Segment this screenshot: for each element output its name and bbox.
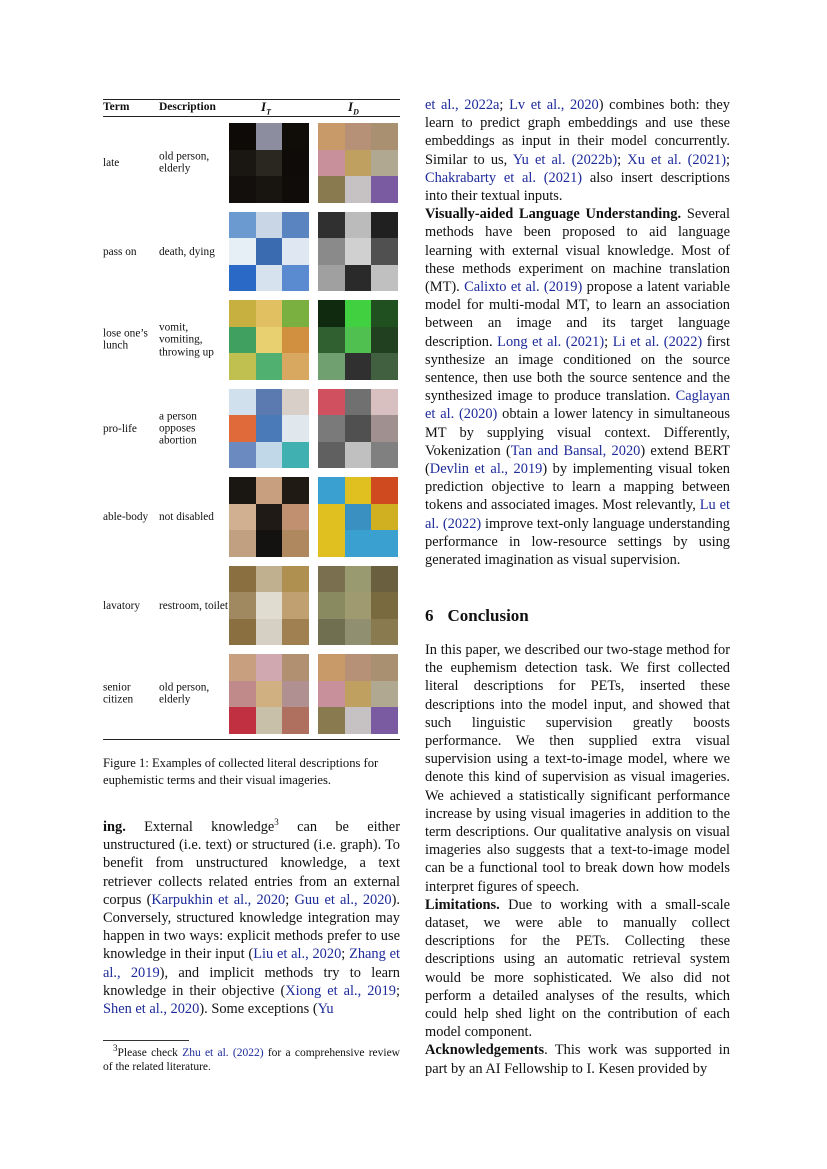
image-tile (229, 477, 256, 504)
text-run: ; (499, 97, 510, 113)
image-tile (318, 619, 345, 646)
citation-link[interactable]: Caglayan et al. (2020) (425, 388, 730, 423)
image-tile (371, 300, 398, 327)
description: old person, elderly (159, 681, 210, 706)
text-run: can be either unstructured (i.e. text) or structured (i.e. graph). To benefit from unstructured knowledge, a text retriever collects related entries from an external corpus ( (103, 819, 400, 908)
image-tile (229, 592, 256, 619)
term: pro-life (103, 422, 137, 435)
image-tile (371, 327, 398, 354)
citation-link[interactable]: Shen et al., 2020 (103, 1001, 200, 1018)
text-run: ), and implicit methods try to learn knowledge in their objective ( (103, 964, 400, 999)
image-tile (371, 566, 398, 593)
image-tile (282, 389, 309, 416)
description: vomit, vomiting, throwing up (159, 321, 214, 359)
image-tile (345, 176, 372, 203)
image-tile (318, 353, 345, 380)
image-tile (318, 681, 345, 708)
image-tile (318, 566, 345, 593)
image-tile (229, 150, 256, 177)
footnote (103, 1043, 400, 1074)
image-tile (371, 654, 398, 681)
image-tile (282, 176, 309, 203)
term: senior citizen (103, 681, 134, 706)
citation-link[interactable]: Xu et al. (2021) (627, 151, 727, 168)
image-tile (229, 123, 256, 150)
paragraph (425, 205, 730, 569)
image-tile (256, 707, 283, 734)
text-run: . This work was supported in part by an AI Fellowship to I. Kesen provided by (425, 1042, 730, 1077)
text-image-grid (229, 212, 309, 292)
image-tile (318, 654, 345, 681)
image-tile (256, 415, 283, 442)
image-tile (345, 619, 372, 646)
text-run: Due to working with a small-scale dataset, we were able to manually collect descriptions for the PETs. Collecting these descriptions using an automatic retrieval system would be more sophisticated. We also did not perform a detailed analyses of the results, which could help shed light on the contribution of each model component. (425, 896, 730, 1041)
image-tile (371, 592, 398, 619)
image-tile (371, 123, 398, 150)
description-image-grid (318, 212, 398, 292)
image-tile (229, 300, 256, 327)
image-tile (345, 150, 372, 177)
image-tile (345, 654, 372, 681)
text-run: ; (726, 151, 731, 168)
text-run: ; (617, 151, 628, 168)
image-tile (282, 265, 309, 292)
image-tile (282, 707, 309, 734)
image-tile (318, 477, 345, 504)
table-row (103, 209, 400, 295)
image-tile (282, 442, 309, 469)
image-tile (318, 415, 345, 442)
description-image-grid (318, 654, 398, 734)
text-run: Several methods have been proposed to aid language learning with external visual knowledge. Most of these methods experiment on machine translation (MT). (425, 206, 731, 296)
header-term: Term (103, 101, 130, 113)
table-row (103, 563, 400, 649)
image-tile (371, 619, 398, 646)
image-tile (371, 442, 398, 469)
image-tile (229, 707, 256, 734)
image-tile (318, 592, 345, 619)
image-tile (371, 477, 398, 504)
citation-link[interactable]: Lv et al., 2020 (509, 97, 599, 113)
paragraph (103, 818, 400, 1018)
image-tile (345, 327, 372, 354)
image-tile (282, 566, 309, 593)
section-title: Conclusion (447, 606, 529, 625)
image-tile (256, 238, 283, 265)
image-tile (256, 566, 283, 593)
citation-link[interactable]: Yu et al. (2022b) (512, 151, 618, 168)
image-tile (282, 300, 309, 327)
description-image-grid (318, 123, 398, 203)
image-tile (282, 150, 309, 177)
description-image-grid (318, 389, 398, 469)
image-tile (345, 212, 372, 239)
paragraph (103, 1043, 400, 1074)
paragraph (425, 1041, 730, 1077)
image-tile (345, 353, 372, 380)
image-tile (256, 212, 283, 239)
citation-link[interactable]: Long et al. (2021) (497, 333, 605, 350)
image-tile (229, 654, 256, 681)
citation-link[interactable]: Li et al. (2022) (612, 333, 703, 350)
image-tile (229, 442, 256, 469)
image-tile (345, 566, 372, 593)
bold-run-in-heading: Limitations. (425, 896, 500, 913)
description: restroom, toilet (159, 599, 229, 612)
image-tile (229, 176, 256, 203)
term: late (103, 156, 120, 169)
image-tile (256, 123, 283, 150)
image-tile (345, 477, 372, 504)
image-tile (282, 123, 309, 150)
image-tile (256, 619, 283, 646)
image-tile (345, 504, 372, 531)
image-tile (345, 707, 372, 734)
table-row (103, 386, 400, 472)
text-run: ) extend BERT ( (425, 442, 730, 478)
text-run: ) by implementing visual token prediction objective to learn a mapping between tokens and associated images. Most relevantly, (425, 461, 730, 514)
footnote-rule (103, 1040, 189, 1041)
image-tile (229, 681, 256, 708)
description-image-grid (318, 477, 398, 557)
term: able-body (103, 510, 149, 523)
image-tile (345, 592, 372, 619)
text-run: ; (341, 946, 350, 963)
description: not disabled (159, 510, 214, 523)
image-tile (229, 353, 256, 380)
section-heading-conclusion (425, 606, 543, 626)
image-tile (345, 123, 372, 150)
image-tile (256, 504, 283, 531)
image-tile (318, 707, 345, 734)
image-tile (282, 327, 309, 354)
description-image-grid (318, 300, 398, 380)
description: a person opposes abortion (159, 409, 197, 447)
header-it-letter: I (261, 99, 267, 114)
paragraph (425, 641, 730, 896)
footnote-marker[interactable]: 3 (113, 1043, 118, 1054)
conclusion-section (425, 641, 730, 1078)
term: lavatory (103, 599, 141, 612)
image-tile (282, 654, 309, 681)
image-tile (256, 477, 283, 504)
citation-link[interactable]: Zhu et al. (2022) (182, 1047, 264, 1059)
image-tile (318, 300, 345, 327)
image-tile (371, 389, 398, 416)
text-run: first synthesize an image conditioned on the source sentence, then use both the source sentence and the synthesized image to produce translation. (425, 333, 730, 405)
image-tile (229, 265, 256, 292)
text-run: improve text-only language understanding performance in low-resource settings by using generated imagination as visual supervision. (425, 515, 730, 569)
text-run: Please check (117, 1047, 183, 1059)
image-tile (229, 530, 256, 557)
description-image-grid (318, 566, 398, 646)
left-column-paragraph (103, 818, 400, 1018)
text-image-grid (229, 654, 309, 734)
bold-run-in-heading: Visually-aided Language Understanding. (425, 206, 682, 223)
image-tile (282, 681, 309, 708)
image-tile (256, 389, 283, 416)
image-tile (282, 415, 309, 442)
image-tile (345, 415, 372, 442)
text-run: also insert descriptions into their textual inputs. (425, 169, 730, 205)
image-tile (345, 300, 372, 327)
image-tile (345, 681, 372, 708)
image-tile (256, 150, 283, 177)
term: lose one’s lunch (103, 327, 148, 352)
image-tile (371, 504, 398, 531)
citation-link[interactable]: et al., 2022a (425, 97, 500, 113)
citation-link[interactable]: Yu (317, 1001, 334, 1018)
image-tile (345, 530, 372, 557)
image-tile (318, 123, 345, 150)
text-run: ) combines both: they learn to predict graph embeddings and use these embeddings as input in their model concurrently. Similar to us, (425, 97, 730, 168)
image-tile (256, 300, 283, 327)
image-tile (371, 212, 398, 239)
table-header-rule (103, 116, 400, 117)
header-id (348, 99, 359, 117)
image-tile (282, 477, 309, 504)
text-image-grid (229, 389, 309, 469)
paragraph (425, 896, 730, 1042)
image-tile (256, 592, 283, 619)
header-id-sub: D (353, 107, 359, 117)
image-tile (318, 212, 345, 239)
text-run: ). Conversely, structured knowledge integration may happen in two ways: explicit methods prefer to use knowledge in their input ( (103, 891, 400, 963)
citation-link[interactable]: Devlin et al., 2019 (429, 461, 543, 478)
table-row (103, 297, 400, 383)
image-tile (282, 619, 309, 646)
image-tile (345, 442, 372, 469)
image-tile (229, 566, 256, 593)
citation-link[interactable]: Tan and Bansal, 2020 (510, 442, 641, 459)
image-tile (256, 176, 283, 203)
image-tile (256, 442, 283, 469)
image-tile (345, 389, 372, 416)
image-tile (229, 504, 256, 531)
image-tile (318, 265, 345, 292)
text-image-grid (229, 477, 309, 557)
citation-link[interactable]: Karpukhin et al., 2020 (151, 891, 286, 908)
image-tile (229, 619, 256, 646)
image-tile (345, 265, 372, 292)
image-tile (229, 238, 256, 265)
image-tile (282, 530, 309, 557)
image-tile (229, 327, 256, 354)
image-tile (256, 681, 283, 708)
text-run: obtain a lower latency in simultaneous MT by supplying visual context. Differently, Vokenization ( (425, 406, 730, 459)
image-tile (256, 353, 283, 380)
citation-link[interactable]: Liu et al., 2020 (253, 946, 342, 963)
image-tile (318, 238, 345, 265)
header-it (261, 99, 271, 117)
image-tile (282, 592, 309, 619)
image-tile (371, 707, 398, 734)
image-tile (371, 265, 398, 292)
image-tile (282, 212, 309, 239)
text-run: In this paper, we described our two-stage method for the euphemism detection task. We first collected literal descriptions for PETs, inserted these descriptions into the model input, and showed that such linguistic supervision greatly boosts performance. We then supplied extra visual supervision using a text-to-image model, where we denote this kind of supervision as visual imageries. We achieved a statistically significant performance increase by using visual imageries in addition to the term descriptions. Our qualitative analysis on visual imageries also suggests that a text-to-image model can be a functional tool to break down how models interpret figures of speech. (425, 642, 730, 895)
image-tile (318, 389, 345, 416)
description: old person, elderly (159, 150, 210, 175)
image-tile (256, 327, 283, 354)
image-tile (318, 327, 345, 354)
image-tile (282, 504, 309, 531)
header-description: Description (159, 101, 216, 113)
image-tile (345, 238, 372, 265)
image-tile (256, 654, 283, 681)
text-run: ; (604, 333, 613, 350)
image-tile (282, 238, 309, 265)
related-work-continued (425, 96, 730, 569)
citation-link[interactable]: Xiong et al., 2019 (285, 982, 396, 999)
header-id-letter: I (348, 99, 354, 114)
text-run: ; (285, 891, 295, 908)
text-run: for a comprehensive review of the related literature. (103, 1047, 400, 1073)
table-row (103, 474, 400, 560)
image-tile (229, 389, 256, 416)
image-tile (256, 530, 283, 557)
image-tile (282, 353, 309, 380)
table-row (103, 120, 400, 206)
text-image-grid (229, 300, 309, 380)
image-tile (318, 442, 345, 469)
image-tile (229, 415, 256, 442)
table-row (103, 651, 400, 737)
text-image-grid (229, 123, 309, 203)
image-tile (318, 176, 345, 203)
bold-run-in-heading: Acknowledgements (425, 1042, 545, 1059)
term: pass on (103, 245, 137, 258)
citation-link[interactable]: Lu et al. (2022) (425, 497, 730, 532)
citation-link[interactable]: Guu et al., 2020 (294, 891, 392, 908)
citation-link[interactable]: Calixto et al. (2019) (464, 279, 583, 296)
footnote-marker[interactable]: 3 (274, 817, 279, 828)
image-tile (318, 504, 345, 531)
image-tile (371, 681, 398, 708)
image-tile (371, 353, 398, 380)
image-tile (371, 176, 398, 203)
description: death, dying (159, 245, 215, 258)
header-it-sub: T (266, 107, 271, 117)
paragraph (425, 96, 730, 205)
text-run: propose a latent variable model for multi-modal MT, to learn an association between an image and its target language description. (425, 279, 730, 350)
image-tile (371, 530, 398, 557)
text-run: ). Some exceptions ( (199, 1001, 318, 1018)
text-run: ; (395, 982, 400, 999)
image-tile (371, 238, 398, 265)
image-tile (371, 150, 398, 177)
citation-link[interactable]: Zhang et al., 2019 (103, 946, 400, 981)
image-tile (371, 415, 398, 442)
text-run: External knowledge (125, 819, 275, 835)
table-bottom-rule (103, 739, 400, 740)
image-tile (229, 212, 256, 239)
image-tile (318, 530, 345, 557)
citation-link[interactable]: Chakrabarty et al. (2021) (425, 169, 583, 186)
image-tile (318, 150, 345, 177)
image-tile (256, 265, 283, 292)
figure-caption: Figure 1: Examples of collected literal descriptions for euphemistic terms and their visual imageries. (103, 756, 379, 787)
section-number: 6 (425, 606, 434, 625)
text-image-grid (229, 566, 309, 646)
bold-run-in-heading: ing. (103, 819, 126, 835)
